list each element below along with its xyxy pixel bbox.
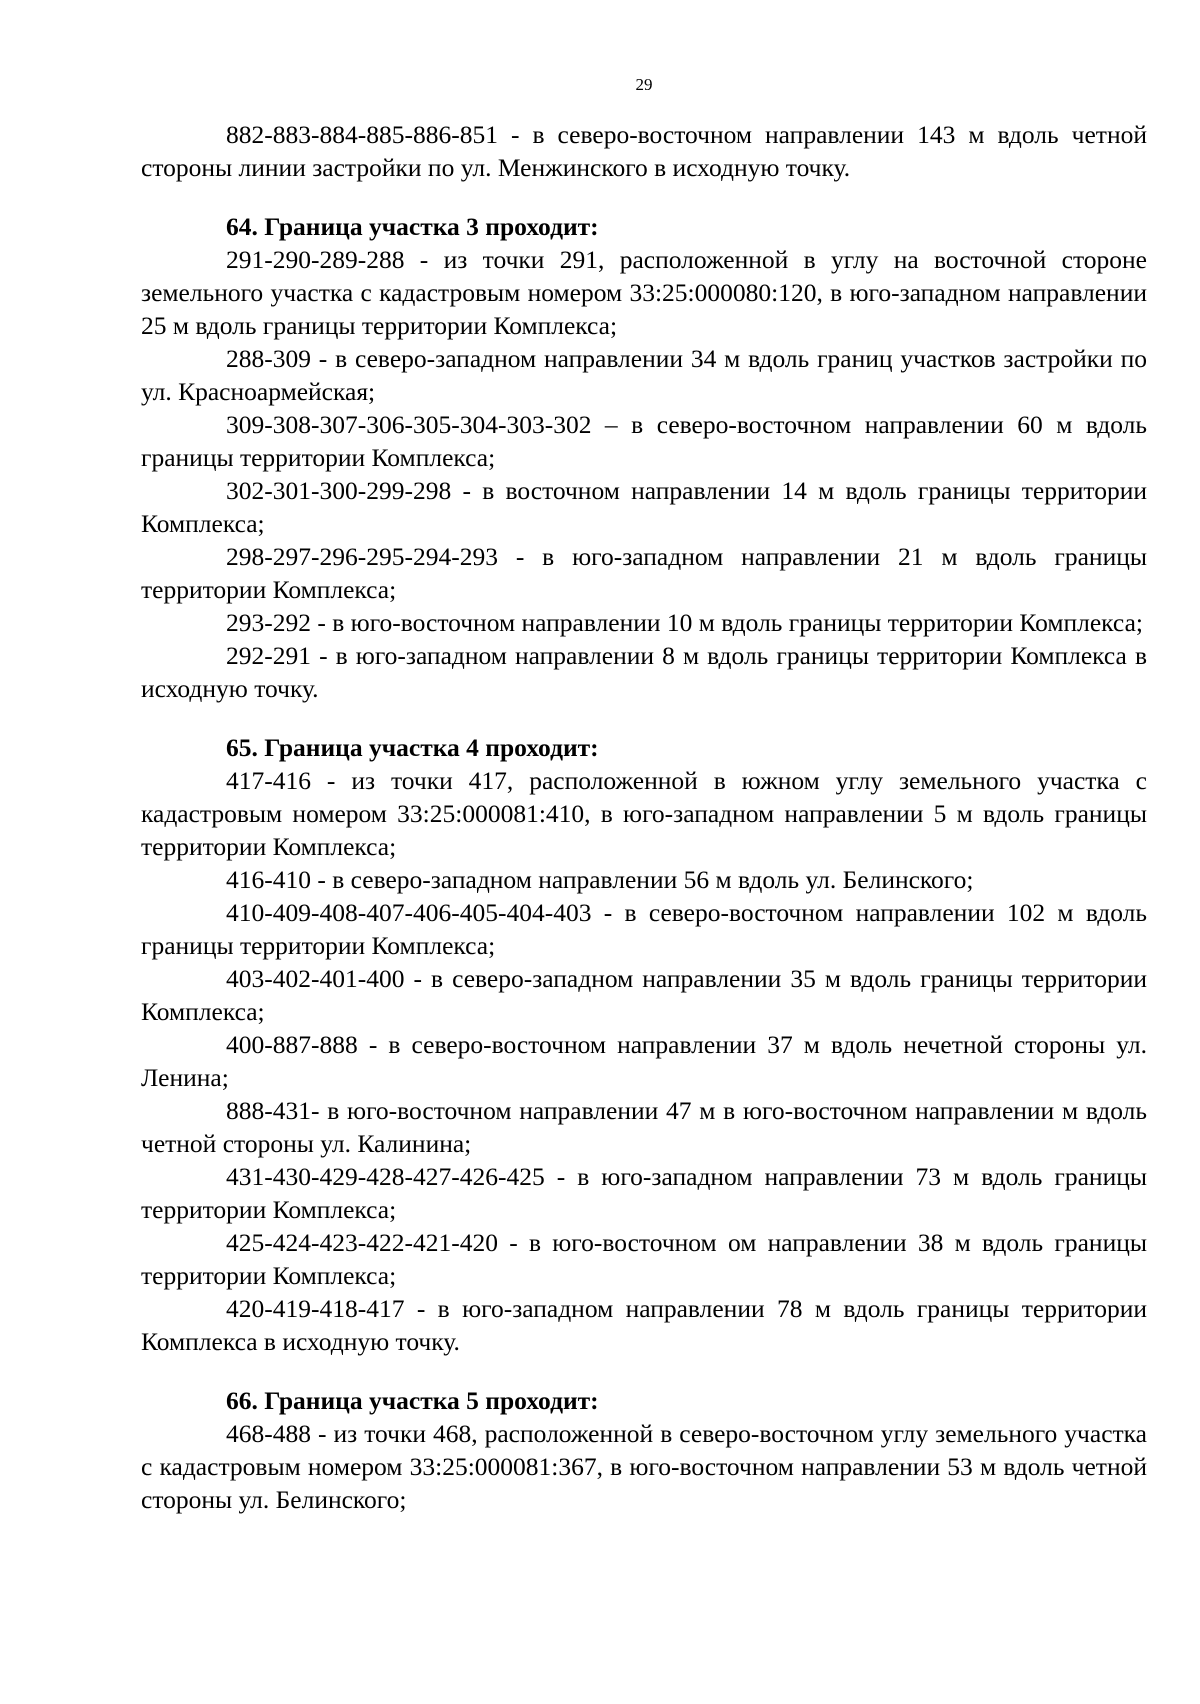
section-65-paragraph: 425-424-423-422-421-420 - в юго-восточном ом направлении 38 м вдоль границы территории Комплекса; bbox=[141, 1228, 1147, 1290]
section-64-paragraph: 292-291 - в юго-западном направлении 8 м вдоль границы территории Комплекса в исходную точку. bbox=[141, 641, 1147, 703]
section-65-paragraph: 416-410 - в северо-западном направлении 56 м вдоль ул. Белинского; bbox=[226, 865, 974, 894]
section-64-paragraph: 291-290-289-288 - из точки 291, расположенной в углу на восточной стороне земельного участка с кадастровым номером 33:25:000080:120, в юго-западном направлении 25 м вдоль границы территории Комплекса; bbox=[141, 245, 1147, 340]
section-65-paragraph: 410-409-408-407-406-405-404-403 - в северо-восточном направлении 102 м вдоль границы территории Комплекса; bbox=[141, 898, 1147, 960]
section-64-paragraph: 293-292 - в юго-восточном направлении 10 м вдоль границы территории Комплекса; bbox=[226, 608, 1143, 637]
section-66-paragraph: 468-488 - из точки 468, расположенной в северо-восточном углу земельного участка с кадастровым номером 33:25:000081:367, в юго-восточном направлении 53 м вдоль четной стороны ул. Белинского; bbox=[141, 1419, 1147, 1514]
section-heading-64: 64. Граница участка 3 проходит: bbox=[226, 212, 599, 241]
section-65-paragraph: 400-887-888 - в северо-восточном направлении 37 м вдоль нечетной стороны ул. Ленина; bbox=[141, 1030, 1147, 1092]
section-64-paragraph: 288-309 - в северо-западном направлении 34 м вдоль границ участков застройки по ул. Красноармейская; bbox=[141, 344, 1147, 406]
page-number: 29 bbox=[635, 75, 653, 94]
section-65-paragraph: 417-416 - из точки 417, расположенной в южном углу земельного участка с кадастровым номером 33:25:000081:410, в юго-западном направлении 5 м вдоль границы территории Комплекса; bbox=[141, 766, 1147, 861]
section-heading-66: 66. Граница участка 5 проходит: bbox=[226, 1386, 599, 1415]
section-65-paragraph: 888-431- в юго-восточном направлении 47 м в юго-восточном направлении м вдоль четной стороны ул. Калинина; bbox=[141, 1096, 1147, 1158]
section-64-paragraph: 302-301-300-299-298 - в восточном направлении 14 м вдоль границы территории Комплекса; bbox=[141, 476, 1147, 538]
section-65-paragraph: 403-402-401-400 - в северо-западном направлении 35 м вдоль границы территории Комплекса; bbox=[141, 964, 1147, 1026]
section-64-paragraph: 298-297-296-295-294-293 - в юго-западном направлении 21 м вдоль границы территории Комплекса; bbox=[141, 542, 1147, 604]
section-65-paragraph: 431-430-429-428-427-426-425 - в юго-западном направлении 73 м вдоль границы территории Комплекса; bbox=[141, 1162, 1147, 1224]
intro-paragraph: 882-883-884-885-886-851 - в северо-восточном направлении 143 м вдоль четной стороны линии застройки по ул. Менжинского в исходную точку. bbox=[141, 120, 1147, 182]
section-65-paragraph: 420-419-418-417 - в юго-западном направлении 78 м вдоль границы территории Комплекса в исходную точку. bbox=[141, 1294, 1147, 1356]
section-heading-65: 65. Граница участка 4 проходит: bbox=[226, 733, 599, 762]
document-body bbox=[141, 118, 1147, 1516]
section-64-paragraph: 309-308-307-306-305-304-303-302 – в северо-восточном направлении 60 м вдоль границы территории Комплекса; bbox=[141, 410, 1147, 472]
